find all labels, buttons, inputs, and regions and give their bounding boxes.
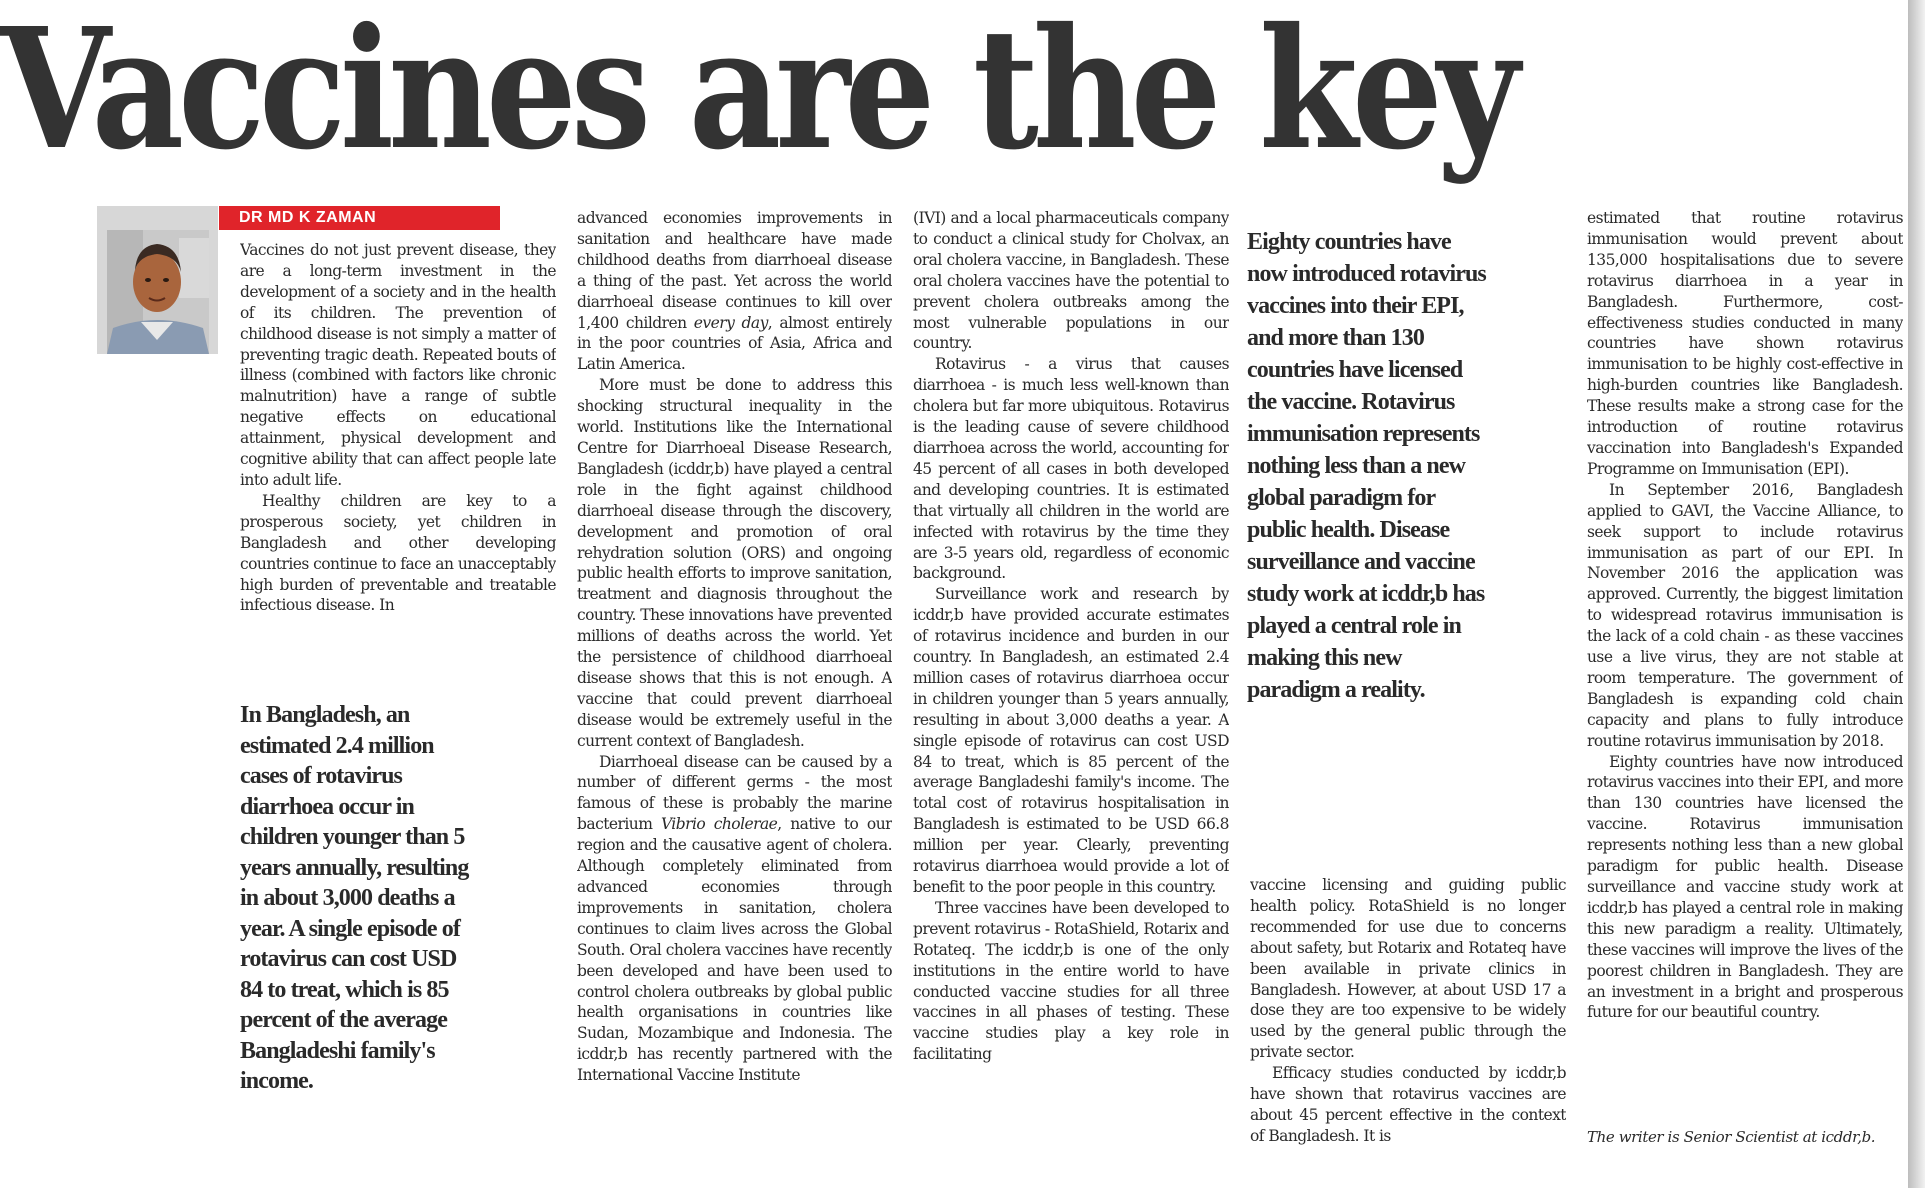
paragraph: estimated that routine rotavirus immunisation would prevent about 135,000 hospitalisations due to severe rotavirus diarrhoea in a year in Bangladesh. Furthermore, cost-effectiveness studies conducted in many countries have shown rotavirus immunisation to be highly cost-effective in high-burden countries like Bangladesh. These results make a strong case for the introduction of routine rotavirus vaccination into Bangladesh's Expanded Programme on Immunisation (EPI).	[1587, 209, 1903, 478]
pull-quote: Eighty countries have now introduced rotavirus vaccines into their EPI, and more than 130 countries have licensed the vaccine. Rotavirus immunisation represents nothing less than a new global paradigm for public health. Disease surveillance and vaccine study work at icddr,b has played a central role in making this new paradigm a reality.	[1247, 229, 1486, 703]
paragraph: More must be done to address this shocking structural inequality in the world. Institutions like the International Centre for Diarrhoeal Disease Research, Bangladesh (icddr,b) have played a central role in the fight against childhood diarrhoeal disease through the discovery, development and promotion of oral rehydration solution (ORS) and ongoing public health efforts to improve sanitation, treatment and diagnosis throughout the country. These innovations have prevented millions of deaths across the world. Yet the persistence of childhood diarrhoeal disease shows that this is not enough. A vaccine that could prevent diarrhoeal disease would be extremely useful in the current context of Bangladesh.	[577, 376, 892, 750]
paragraph: Efficacy studies conducted by icddr,b have shown that rotavirus vaccines are about 45 percent effective in the context of Bangladesh. It is	[1250, 1064, 1566, 1145]
paragraph: Diarrhoeal disease can be caused by a number of different germs - the most famous of these is probably the marine bacterium Vibrio cholerae, native to our region and the causative agent of cholera. Although completely eliminated from advanced economies through improvements in sanitation, cholera continues to claim lives across the Global South. Oral cholera vaccines have recently been developed and have been used to control cholera outbreaks by global public health organisations in countries like Sudan, Mozambique and Indonesia. The icddr,b has recently partnered with the International Vaccine Institute	[577, 752, 892, 1085]
paragraph: Surveillance work and research by icddr,b have provided accurate estimates of rotavirus incidence and burden in our country. In Bangladesh, an estimated 2.4 million cases of rotavirus diarrhoea occur in children younger than 5 years annually, resulting in about 3,000 deaths a year. A single episode of rotavirus can cost USD 84 to treat, which is 85 percent of the average Bangladeshi family's income. The total cost of rotavirus hospitalisation in Bangladesh is estimated to be USD 66.8 million per year. Clearly, preventing rotavirus diarrhoea would provide a lot of benefit to the poor people in this country.	[913, 585, 1229, 896]
author-byline: DR MD K ZAMAN	[219, 206, 500, 230]
paragraph: advanced economies improvements in sanitation and healthcare have made childhood deaths from diarrhoeal disease a thing of the past. Yet across the world diarrhoeal disease continues to kill over 1,400 children every day, almost entirely in the poor countries of Asia, Africa and Latin America.	[577, 209, 892, 374]
pull-quote: In Bangladesh, an estimated 2.4 million cases of rotavirus diarrhoea occur in children younger than 5 years annually, resulting in about 3,000 deaths a year. A single episode of rotavirus can cost USD 84 to treat, which is 85 percent of the average Bangladeshi family's income.	[240, 702, 469, 1094]
paragraph: Healthy children are key to a prosperous society, yet children in Bangladesh and other developing countries continue to face an unacceptably high burden of preventable and treatable infectious disease. In	[240, 491, 556, 615]
paragraph: vaccine licensing and guiding public health policy. RotaShield is no longer recommended for use due to concerns about safety, but Rotarix and Rotateq have been available in private clinics in Bangladesh. However, at about USD 17 a dose they are too expensive to be widely used by the general public through the private sector.	[1250, 876, 1566, 1062]
column-4	[1250, 875, 1566, 1175]
column-2	[577, 208, 892, 1174]
emphasis: every day	[693, 313, 768, 332]
emphasis: Vibrio cholerae	[660, 815, 778, 834]
paragraph: Rotavirus - a virus that causes diarrhoea - is much less well-known than cholera but far more ubiquitous. Rotavirus is the leading cause of severe childhood diarrhoea across the world, accounting for 45 percent of all cases in both developed and developing countries. It is estimated that virtually all children in the world are infected with rotavirus by the time they are 3-5 years old, regardless of economic background.	[913, 355, 1229, 583]
paragraph: In September 2016, Bangladesh applied to GAVI, the Vaccine Alliance, to seek support to include rotavirus immunisation as part of our EPI. In November 2016 the application was approved. Currently, the biggest limitation to widespread rotavirus immunisation is the lack of a cold chain - as these vaccines use a live virus, they are not stable at room temperature. The government of Bangladesh is expanding cold chain capacity and plans to fully introduce routine rotavirus immunisation by 2018.	[1587, 480, 1903, 750]
column-3	[913, 208, 1229, 1174]
paragraph: Vaccines do not just prevent disease, they are a long-term investment in the development of a society and in the health of its children. The prevention of childhood disease is not simply a matter of preventing tragic death. Repeated bouts of illness (combined with factors like chronic malnutrition) have a range of subtle negative effects on educational attainment, physical development and cognitive ability that can affect people late into adult life.	[240, 241, 556, 489]
page-edge-shadow	[1908, 0, 1925, 1188]
paragraph: (IVI) and a local pharmaceuticals company to conduct a clinical study for Cholvax, an oral cholera vaccine, in Bangladesh. These oral cholera vaccines have the potential to prevent cholera outbreaks among the most vulnerable populations in our country.	[913, 209, 1229, 353]
paragraph: Three vaccines have been developed to prevent rotavirus - RotaShield, Rotarix and Rotateq. The icddr,b is one of the only institutions in the entire world to have conducted vaccine studies for all three vaccines in all phases of testing. These vaccine studies play a key role in facilitating	[913, 898, 1229, 1064]
paragraph: Eighty countries have now introduced rotavirus vaccines into their EPI, and more than 130 countries have licensed the vaccine. Rotavirus immunisation represents nothing less than a new global paradigm for public health. Disease surveillance and vaccine study work at icddr,b has played a central role in making this new paradigm a reality. Ultimately, these vaccines will improve the lives of the poorest children in Bangladesh. They are an investment in a bright and prosperous future for our beautiful country.	[1587, 752, 1903, 1022]
writer-note: The writer is Senior Scientist at icddr,b.	[1587, 1128, 1876, 1146]
headline: Vaccines are the key	[0, 0, 1514, 187]
author-photo	[97, 206, 218, 354]
column-1	[240, 240, 556, 644]
column-5	[1587, 208, 1903, 1120]
